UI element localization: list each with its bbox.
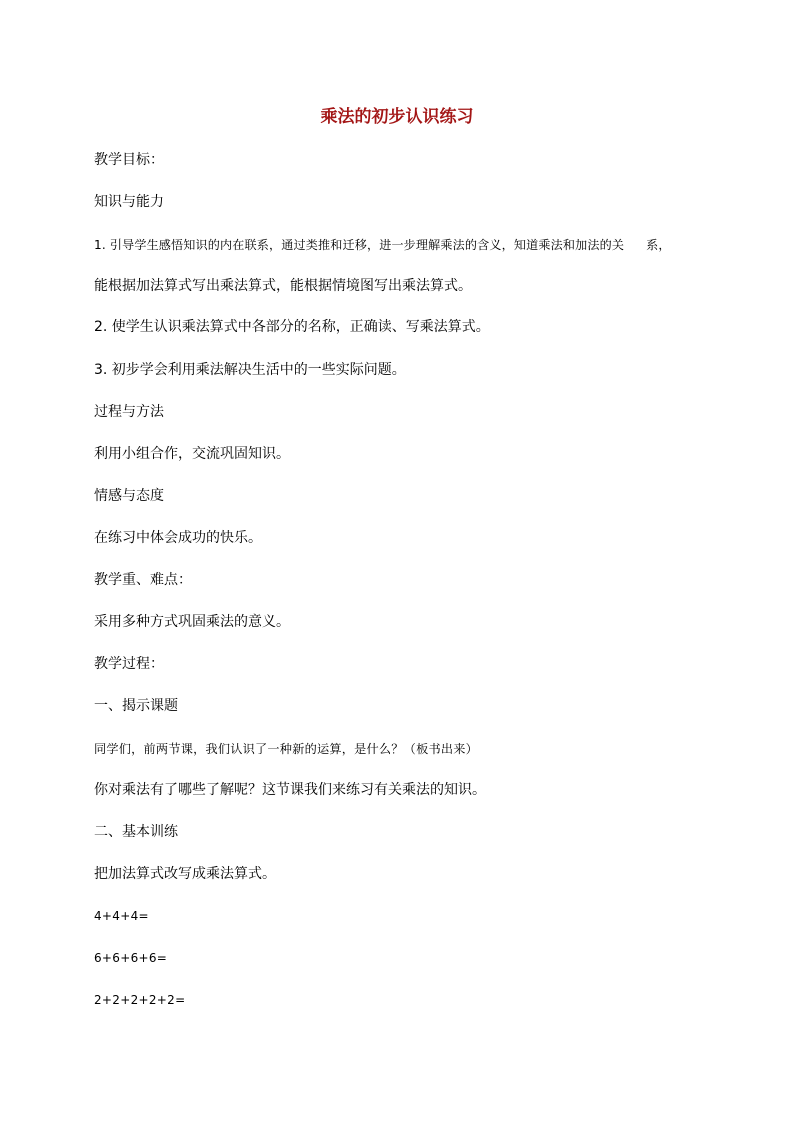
goal-item-1-continued: 能根据加法算式写出乘法算式，能根据情境图写出乘法算式。: [94, 278, 472, 294]
goal-item-3: 3. 初步学会利用乘法解决生活中的一些实际问题。: [94, 362, 406, 378]
procedure-heading: 教学过程：: [94, 656, 164, 672]
section-1-text-2: 你对乘法有了哪些了解呢？这节课我们来练习有关乘法的知识。: [94, 782, 486, 798]
process-heading: 过程与方法: [94, 404, 164, 420]
goal-item-2: 2. 使学生认识乘法算式中各部分的名称，正确读、写乘法算式。: [94, 319, 490, 335]
formula-2: 6+6+6+6=: [94, 951, 168, 965]
document-title: 乘法的初步认识练习: [320, 107, 474, 127]
section-1-heading: 一、揭示课题: [94, 698, 178, 714]
knowledge-heading: 知识与能力: [94, 194, 164, 210]
section-2-heading: 二、基本训练: [94, 824, 178, 840]
formula-3: 2+2+2+2+2=: [94, 993, 186, 1007]
goals-heading: 教学目标：: [94, 152, 164, 168]
goal-item-1-text: 1. 引导学生感悟知识的内在联系，通过类推和迁移，进一步理解乘法的含义，知道乘法和加法的关: [94, 238, 625, 252]
section-2-text: 把加法算式改写成乘法算式。: [94, 866, 276, 882]
key-points-heading: 教学重、难点：: [94, 572, 192, 588]
section-1-text-1: 同学们，前两节课，我们认识了一种新的运算，是什么？（板书出来）: [94, 742, 479, 756]
goal-item-1-tail: 系，: [646, 238, 671, 252]
process-text: 利用小组合作，交流巩固知识。: [94, 446, 290, 462]
emotion-heading: 情感与态度: [94, 488, 164, 504]
emotion-text: 在练习中体会成功的快乐。: [94, 530, 262, 546]
key-points-text: 采用多种方式巩固乘法的意义。: [94, 614, 290, 630]
formula-1: 4+4+4=: [94, 909, 149, 923]
goal-item-1: [94, 236, 671, 254]
